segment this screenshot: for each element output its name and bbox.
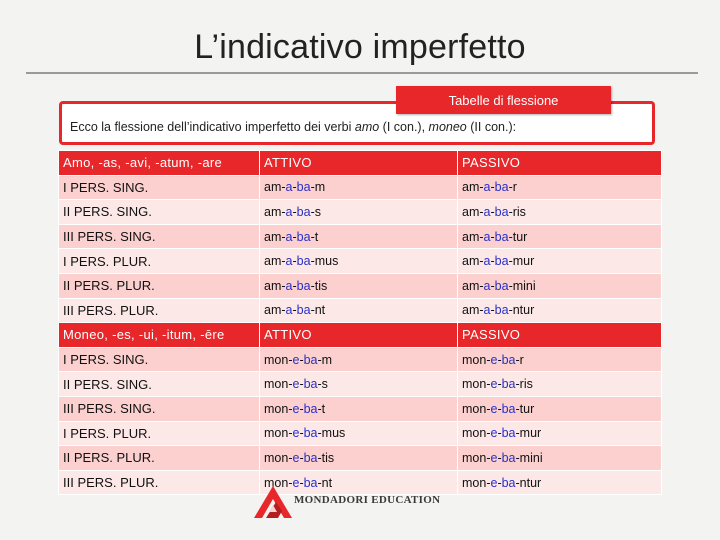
column-header-attivo: ATTIVO — [260, 323, 458, 348]
form-part: -nt — [310, 303, 326, 318]
form-part: - — [497, 450, 502, 465]
table-row — [59, 446, 662, 471]
form-part: mon- — [462, 450, 491, 465]
form-part: a — [285, 254, 293, 269]
form-part: ba — [501, 352, 516, 367]
intro-verb-amo: amo — [354, 120, 380, 134]
active-form — [260, 298, 458, 323]
form-part: -mus — [317, 426, 346, 441]
form-part: -tis — [310, 278, 328, 293]
form-part: - — [292, 303, 297, 318]
intro-verb-moneo: moneo — [428, 120, 467, 134]
passive-form — [458, 200, 662, 225]
passive-form — [458, 470, 662, 495]
form-part: - — [490, 204, 495, 219]
form-part: mon- — [462, 426, 491, 441]
form-part: - — [292, 254, 297, 269]
form-part: - — [497, 401, 502, 416]
form-part: a — [285, 204, 293, 219]
section-header-label: Amo, -as, -avi, -atum, -are — [59, 151, 260, 176]
column-header-attivo: ATTIVO — [260, 151, 458, 176]
active-form — [260, 446, 458, 471]
form-part: ba — [296, 229, 311, 244]
form-part: a — [285, 278, 293, 293]
person-label: I PERS. SING. — [59, 175, 260, 200]
intro-text-after: (II con.): — [466, 120, 517, 134]
form-part: - — [292, 180, 297, 195]
form-part: -mus — [310, 254, 339, 269]
form-part: e — [292, 401, 300, 416]
passive-form — [458, 224, 662, 249]
form-part: e — [490, 450, 498, 465]
form-part: - — [490, 254, 495, 269]
form-part: am- — [462, 254, 484, 269]
form-part: - — [497, 475, 502, 490]
form-part: ba — [494, 204, 509, 219]
form-part: ba — [303, 450, 318, 465]
form-part: e — [490, 401, 498, 416]
active-form — [260, 372, 458, 397]
form-part: - — [299, 426, 304, 441]
form-part: am- — [462, 180, 484, 195]
form-part: mon- — [264, 426, 293, 441]
form-part: -t — [310, 229, 319, 244]
person-label: III PERS. PLUR. — [59, 470, 260, 495]
form-part: am- — [462, 204, 484, 219]
table-row — [59, 249, 662, 274]
form-part: ba — [296, 278, 311, 293]
form-part: a — [483, 229, 491, 244]
table-row — [59, 200, 662, 225]
person-label: III PERS. SING. — [59, 224, 260, 249]
form-part: e — [490, 475, 498, 490]
table-row — [59, 273, 662, 298]
form-part: e — [490, 426, 498, 441]
form-part: e — [490, 352, 498, 367]
form-part: e — [490, 377, 498, 392]
form-part: mon- — [462, 401, 491, 416]
person-label: II PERS. PLUR. — [59, 446, 260, 471]
person-label: I PERS. PLUR. — [59, 421, 260, 446]
form-part: ba — [494, 180, 509, 195]
form-part: mon- — [462, 352, 491, 367]
section-header-row — [59, 323, 662, 348]
form-part: ba — [303, 426, 318, 441]
form-part: mon- — [462, 377, 491, 392]
active-form — [260, 347, 458, 372]
form-part: ba — [501, 401, 516, 416]
form-part: mon- — [264, 352, 293, 367]
section-header-label: Moneo, -es, -ui, -itum, -ēre — [59, 323, 260, 348]
title-rule — [26, 72, 698, 74]
form-part: e — [292, 352, 300, 367]
form-part: - — [490, 180, 495, 195]
passive-form — [458, 396, 662, 421]
form-part: a — [483, 303, 491, 318]
form-part: ba — [501, 450, 516, 465]
form-part: - — [299, 450, 304, 465]
form-part: ba — [501, 475, 516, 490]
intro-text-before: Ecco la flessione dell’indicativo imperfetto dei verbi — [70, 120, 355, 134]
form-part: ba — [303, 475, 318, 490]
active-form — [260, 249, 458, 274]
form-part: - — [497, 377, 502, 392]
passive-form — [458, 175, 662, 200]
form-part: am- — [462, 278, 484, 293]
form-part: ba — [501, 426, 516, 441]
form-part: a — [483, 254, 491, 269]
passive-form — [458, 273, 662, 298]
active-form — [260, 224, 458, 249]
form-part: - — [299, 377, 304, 392]
form-part: mon- — [264, 377, 293, 392]
form-part: -r — [515, 352, 524, 367]
form-part: -mini — [508, 278, 536, 293]
form-part: a — [285, 229, 293, 244]
form-part: - — [490, 278, 495, 293]
table-row — [59, 372, 662, 397]
form-part: ba — [494, 254, 509, 269]
form-part: ba — [296, 254, 311, 269]
table-row — [59, 421, 662, 446]
table-row — [59, 224, 662, 249]
footer-logo-text: MONDADORI EDUCATION — [294, 494, 441, 506]
table-row — [59, 347, 662, 372]
form-part: - — [497, 352, 502, 367]
form-part: -mini — [515, 450, 543, 465]
form-part: ba — [296, 180, 311, 195]
column-header-passivo: PASSIVO — [458, 323, 662, 348]
form-part: a — [483, 278, 491, 293]
form-part: am- — [264, 204, 286, 219]
passive-form — [458, 372, 662, 397]
passive-form — [458, 446, 662, 471]
form-part: ba — [501, 377, 516, 392]
table-row — [59, 396, 662, 421]
person-label: III PERS. PLUR. — [59, 298, 260, 323]
active-form — [260, 273, 458, 298]
form-part: ba — [494, 303, 509, 318]
form-part: am- — [264, 229, 286, 244]
form-part: ba — [303, 377, 318, 392]
form-part: - — [292, 229, 297, 244]
form-part: am- — [264, 180, 286, 195]
form-part: - — [490, 229, 495, 244]
tab-tabelle-di-flessione: Tabelle di flessione — [396, 86, 611, 114]
form-part: mon- — [462, 475, 491, 490]
form-part: -nt — [317, 475, 333, 490]
active-form — [260, 200, 458, 225]
person-label: III PERS. SING. — [59, 396, 260, 421]
person-label: I PERS. SING. — [59, 347, 260, 372]
form-part: am- — [462, 229, 484, 244]
form-part: e — [292, 426, 300, 441]
form-part: e — [292, 450, 300, 465]
passive-form — [458, 298, 662, 323]
form-part: -t — [317, 401, 326, 416]
form-part: - — [292, 204, 297, 219]
form-part: a — [285, 180, 293, 195]
form-part: am- — [264, 254, 286, 269]
form-part: mon- — [264, 475, 293, 490]
form-part: am- — [462, 303, 484, 318]
form-part: -ntur — [515, 475, 542, 490]
form-part: ba — [494, 278, 509, 293]
form-part: -mur — [515, 426, 542, 441]
form-part: e — [292, 377, 300, 392]
form-part: mon- — [264, 450, 293, 465]
form-part: mon- — [264, 401, 293, 416]
form-part: am- — [264, 303, 286, 318]
form-part: a — [285, 303, 293, 318]
form-part: - — [292, 278, 297, 293]
form-part: -tis — [317, 450, 335, 465]
form-part: -ris — [515, 377, 533, 392]
form-part: -m — [317, 352, 333, 367]
form-part: - — [490, 303, 495, 318]
active-form — [260, 175, 458, 200]
form-part: ba — [303, 352, 318, 367]
form-part: - — [497, 426, 502, 441]
table-row — [59, 175, 662, 200]
active-form — [260, 396, 458, 421]
person-label: II PERS. SING. — [59, 372, 260, 397]
form-part: a — [483, 180, 491, 195]
form-part: am- — [264, 278, 286, 293]
form-part: -m — [310, 180, 326, 195]
form-part: ba — [296, 204, 311, 219]
form-part: ba — [296, 303, 311, 318]
intro-text-between: (I con.), — [379, 120, 429, 134]
form-part: -ris — [508, 204, 526, 219]
form-part: -ntur — [508, 303, 535, 318]
column-header-passivo: PASSIVO — [458, 151, 662, 176]
active-form — [260, 421, 458, 446]
inflection-table — [58, 150, 662, 495]
form-part: - — [299, 475, 304, 490]
person-label: II PERS. SING. — [59, 200, 260, 225]
passive-form — [458, 421, 662, 446]
table-row — [59, 298, 662, 323]
form-part: -r — [508, 180, 517, 195]
form-part: -tur — [508, 229, 528, 244]
passive-form — [458, 249, 662, 274]
form-part: -s — [317, 377, 328, 392]
person-label: I PERS. PLUR. — [59, 249, 260, 274]
form-part: -tur — [515, 401, 535, 416]
form-part: - — [299, 401, 304, 416]
section-header-row — [59, 151, 662, 176]
form-part: ba — [494, 229, 509, 244]
form-part: ba — [303, 401, 318, 416]
form-part: -s — [310, 204, 321, 219]
form-part: e — [292, 475, 300, 490]
passive-form — [458, 347, 662, 372]
person-label: II PERS. PLUR. — [59, 273, 260, 298]
form-part: -mur — [508, 254, 535, 269]
form-part: a — [483, 204, 491, 219]
form-part: - — [299, 352, 304, 367]
slide-title: L’indicativo imperfetto — [194, 28, 526, 66]
